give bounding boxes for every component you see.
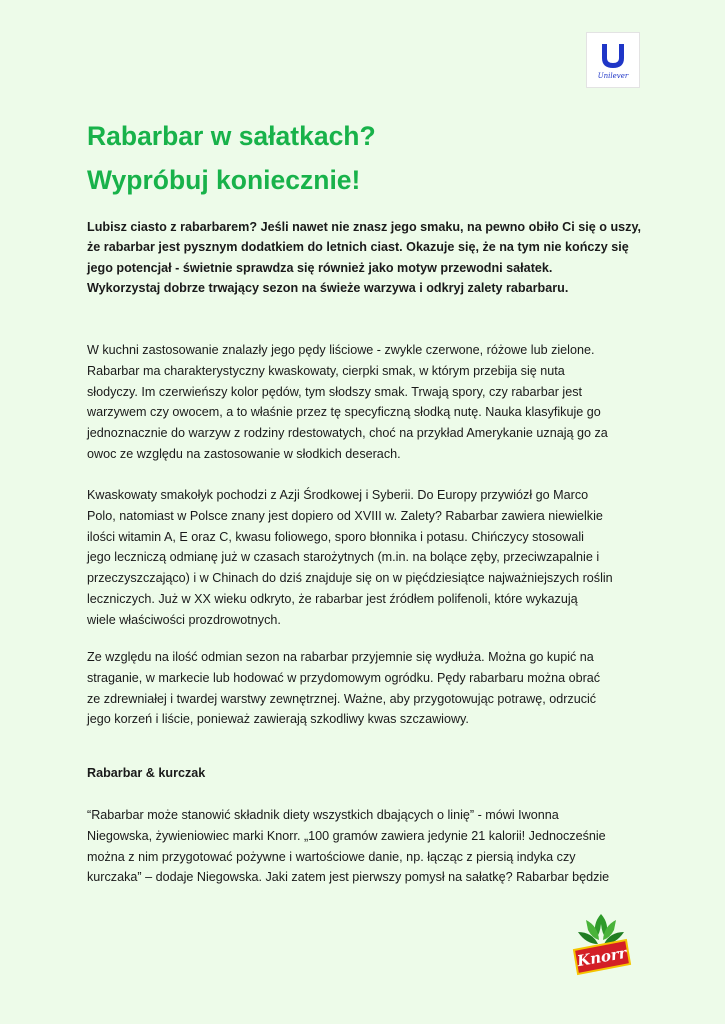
title-line-2: Wypróbuj koniecznie! xyxy=(87,165,361,195)
body-line: słodyczy. Im czerwieńszy kolor pędów, tym słodszy smak. Trwają spory, czy rabarbar jest xyxy=(87,384,583,399)
body-line: jednoznacznie do warzyw z rodziny rdestowatych, choć na przykład Amerykanie uznają go za xyxy=(87,426,608,441)
page-title xyxy=(87,114,376,202)
body-line: kurczaka” – dodaje Niegowska. Jaki zatem jest pierwszy pomysł na sałatkę? Rabarbar będzie xyxy=(87,870,610,885)
paragraph-2 xyxy=(87,485,647,631)
body-line: owoc ze względu na zastosowanie w słodkich deserach. xyxy=(87,446,401,461)
knorr-leaf-icon xyxy=(566,910,636,980)
lead-line: że rabarbar jest pysznym dodatkiem do letnich ciast. Okazuje się, że na tym nie kończy się xyxy=(87,240,629,255)
body-line: straganie, w markecie lub hodować w przydomowym ogródku. Pędy rabarbaru można obrać xyxy=(87,670,601,685)
lead-line: Wykorzystaj dobrze trwający sezon na świeże warzywa i odkryj zalety rabarbaru. xyxy=(87,280,569,295)
body-line: Rabarbar ma charakterystyczny kwaskowaty, cierpki smak, w którym przebija się nuta xyxy=(87,363,565,378)
paragraph-1 xyxy=(87,340,647,465)
paragraph-4 xyxy=(87,805,647,888)
unilever-u-icon xyxy=(598,41,628,71)
body-line: ilości witamin A, E oraz C, kwasu foliowego, sporo błonnika i potasu. Chińczycy stosowali xyxy=(87,529,584,544)
lead-paragraph xyxy=(87,217,647,298)
title-line-1: Rabarbar w sałatkach? xyxy=(87,121,376,151)
body-line: ze zdrewniałej i twardej warstwy zewnętrznej. Ważne, aby przygotowując potrawę, odrzucić xyxy=(87,691,597,706)
unilever-wordmark: Unilever xyxy=(597,71,629,80)
body-line: przeczyszczająco) i w Chinach do dziś znajduje się on w pięćdziesiątce najważniejszych roślin xyxy=(87,571,613,586)
body-line: można z nim przygotować pożywne i wartościowe danie, np. łącząc z piersią indyka czy xyxy=(87,849,576,864)
body-line: Polo, natomiast w Polsce znany jest dopiero od XVIII w. Zalety? Rabarbar zawiera niewielkie xyxy=(87,508,603,523)
paragraph-3 xyxy=(87,647,647,730)
unilever-logo xyxy=(586,32,640,88)
body-line: Niegowska, żywieniowiec marki Knorr. „100 gramów zawiera jedynie 21 kalorii! Jednocześnie xyxy=(87,828,606,843)
section-heading: Rabarbar & kurczak xyxy=(87,766,206,780)
body-line: leczniczych. Już w XX wieku odkryto, że rabarbar jest źródłem polifenoli, które wykazują xyxy=(87,591,578,606)
body-line: jego korzeń i liście, ponieważ zawierają szkodliwy kwas szczawiowy. xyxy=(87,712,469,727)
body-line: jego leczniczą odmianę już w czasach starożytnych (m.in. na bolące zęby, przeciwzapalnie i xyxy=(87,550,600,565)
body-line: wiele właściwości prozdrowotnych. xyxy=(87,612,281,627)
lead-line: Lubisz ciasto z rabarbarem? Jeśli nawet nie znasz jego smaku, na pewno obiło Ci się o uszy, xyxy=(87,220,642,234)
body-line: W kuchni zastosowanie znalazły jego pędy liściowe - zwykle czerwone, różowe lub zielone. xyxy=(87,343,595,357)
lead-line: jego potencjał - świetnie sprawdza się również jako motyw przewodni sałatek. xyxy=(87,260,553,275)
knorr-wordmark: Knorr xyxy=(575,943,628,971)
knorr-logo xyxy=(566,910,636,980)
body-line: Ze względu na ilość odmian sezon na rabarbar przyjemnie się wydłuża. Można go kupić na xyxy=(87,650,594,664)
body-line: warzywem czy owocem, a to właśnie przez tę specyficzną słodką nutę. Nauka klasyfikuje go xyxy=(87,405,601,420)
body-line: “Rabarbar może stanowić składnik diety wszystkich dbających o linię” - mówi Iwonna xyxy=(87,808,559,822)
body-line: Kwaskowaty smakołyk pochodzi z Azji Środkowej i Syberii. Do Europy przywiózł go Marco xyxy=(87,488,589,502)
